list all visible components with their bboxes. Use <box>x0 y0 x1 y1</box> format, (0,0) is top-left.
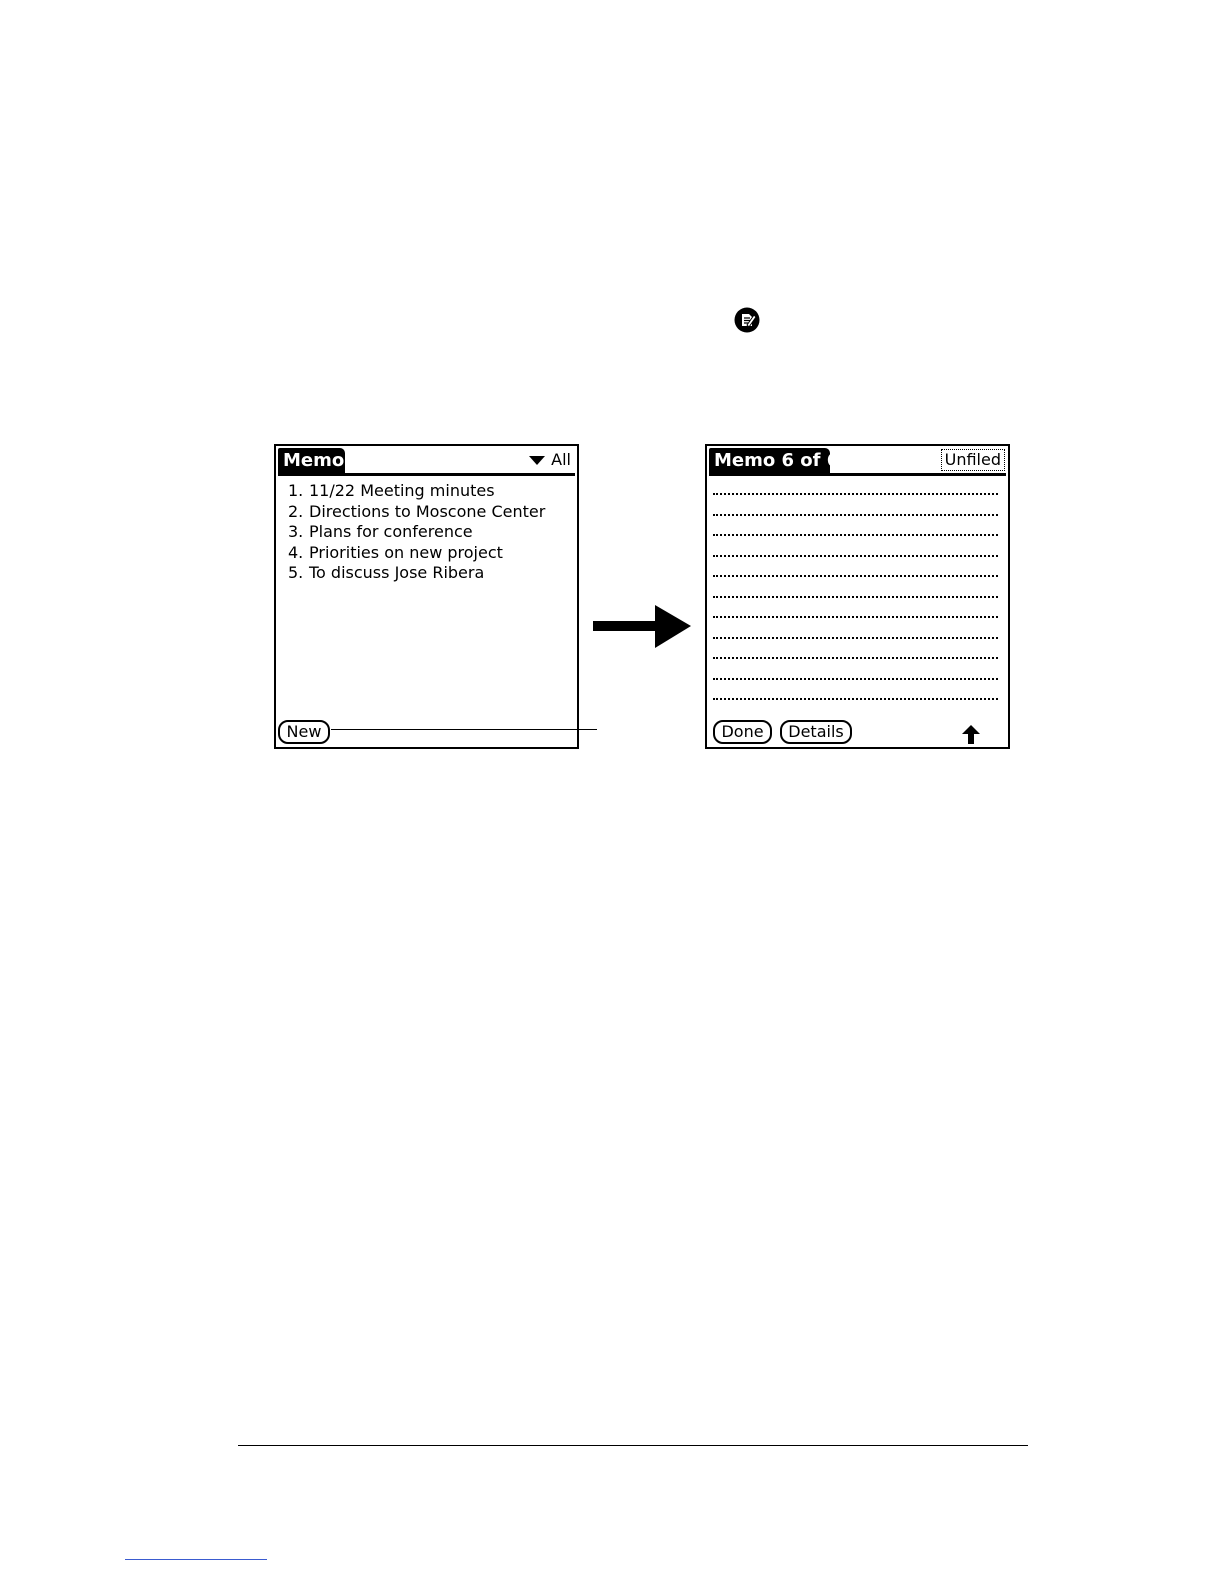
memo-title: Directions to Moscone Center <box>309 501 546 521</box>
memo-text-line[interactable] <box>713 555 998 557</box>
memo-number: 4. <box>288 542 304 562</box>
right-arrow-icon <box>593 605 691 649</box>
memo-title-tab: Memo 6 of 6 <box>709 448 830 473</box>
memo-text-line[interactable] <box>713 678 998 680</box>
memo-list-item[interactable] <box>288 563 545 584</box>
memo-list-screen <box>274 444 579 749</box>
dropdown-triangle-icon <box>529 456 545 465</box>
details-button[interactable]: Details <box>780 720 852 744</box>
memo-edit-screen <box>705 444 1010 749</box>
memo-text-line[interactable] <box>713 596 998 598</box>
link-underline <box>125 1559 267 1560</box>
memo-text-line[interactable] <box>713 493 998 495</box>
new-button[interactable]: New <box>278 720 330 744</box>
memo-list-item[interactable] <box>288 481 545 502</box>
category-label: All <box>551 450 571 469</box>
category-selector[interactable]: Unfiled <box>941 449 1005 471</box>
memo-number: 2. <box>288 501 304 521</box>
memo-number: 1. <box>288 481 304 500</box>
memo-text-line[interactable] <box>713 657 998 659</box>
footer-rule <box>238 1445 1028 1446</box>
memo-list <box>288 481 545 584</box>
memo-text-line[interactable] <box>713 698 998 700</box>
memo-text-line[interactable] <box>713 514 998 516</box>
memo-number: 3. <box>288 522 304 541</box>
app-title: Memo <box>278 448 345 473</box>
callout-line <box>331 729 597 730</box>
memo-text-line[interactable] <box>713 637 998 639</box>
memo-list-item[interactable] <box>288 543 545 564</box>
done-button[interactable]: Done <box>713 720 772 744</box>
memo-list-item[interactable] <box>288 522 545 543</box>
up-arrow-icon <box>962 725 980 744</box>
memo-number: 5. <box>288 563 304 582</box>
memo-title: 11/22 Meeting minutes <box>309 481 495 500</box>
memo-pad-icon <box>734 307 760 333</box>
memo-text-line[interactable] <box>713 534 998 536</box>
memo-title: To discuss Jose Ribera <box>309 563 485 582</box>
title-bar <box>278 448 575 476</box>
memo-title: Priorities on new project <box>309 542 503 562</box>
memo-text-line[interactable] <box>713 575 998 577</box>
memo-list-item[interactable] <box>288 502 545 523</box>
memo-title: Plans for conference <box>309 522 473 541</box>
title-bar <box>709 448 1006 476</box>
memo-text-line[interactable] <box>713 616 998 618</box>
category-picker[interactable] <box>529 450 571 470</box>
